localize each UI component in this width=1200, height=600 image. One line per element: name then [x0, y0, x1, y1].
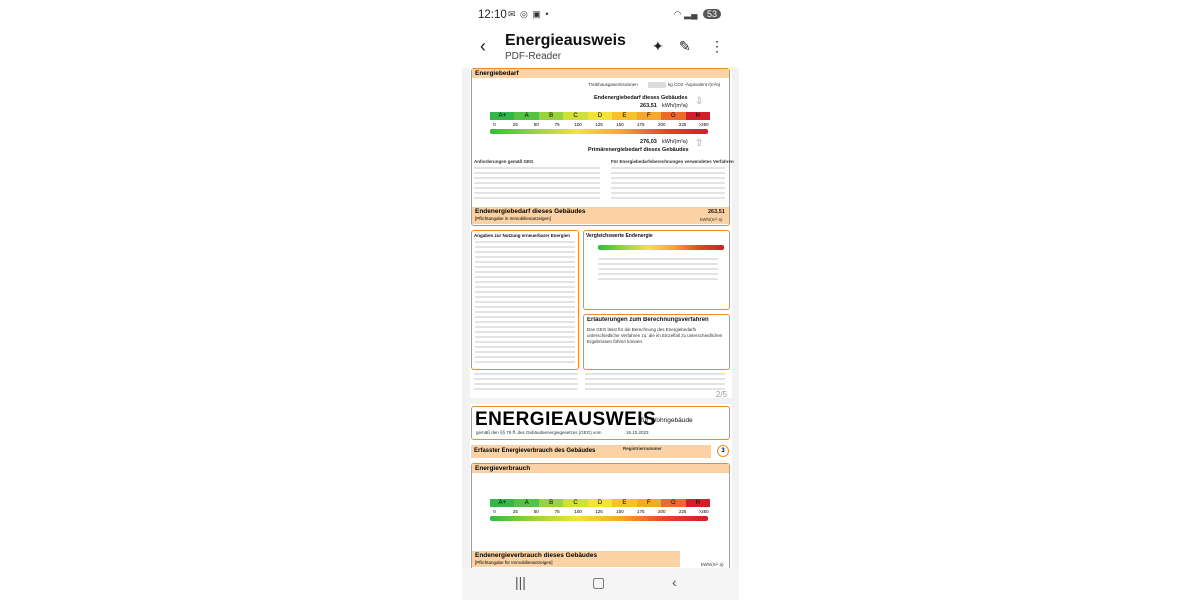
- scale-number: 225: [678, 509, 687, 514]
- scale-class: C: [563, 112, 587, 120]
- pointer-up-icon: ⇧: [695, 138, 704, 149]
- signal-icon: ▂▄: [684, 9, 698, 19]
- scale-class: A+: [490, 499, 514, 507]
- endenergie-unit: kWh/(m²a): [662, 103, 688, 109]
- scale-class: E: [612, 499, 636, 507]
- scale-class: F: [637, 112, 661, 120]
- vergleich-labels: [598, 258, 718, 283]
- endenergie-box-unit: kWh/(m²·a): [700, 217, 723, 222]
- scale-number: 225: [678, 122, 687, 127]
- scale-class: H: [686, 499, 710, 507]
- treibhaus-unit: kg CO2 -Äquivalent /(m²a): [668, 82, 721, 87]
- recent-apps-icon[interactable]: |||: [515, 574, 526, 590]
- scale-number: 175: [637, 122, 645, 127]
- scale-class: B: [539, 112, 563, 120]
- back-arrow-icon[interactable]: ‹: [480, 36, 486, 56]
- scale-number: 0: [493, 122, 496, 127]
- edit-icon[interactable]: ✎: [679, 38, 691, 54]
- scale-class: F: [637, 499, 661, 507]
- endenergie-box-value: 263,51: [708, 209, 725, 215]
- scale-number: 125: [595, 122, 603, 127]
- scale-number: 50: [533, 122, 539, 127]
- verbrauch-box-sub: [Pflichtangabe für Immobilienanzeigen]: [475, 560, 553, 565]
- app-bar: [462, 30, 739, 68]
- anforderungen-lines: [474, 167, 600, 202]
- erfasster-label: Erfasster Energieverbrauch des Gebäudes: [474, 448, 596, 454]
- pointer-down-icon: ⇩: [695, 96, 704, 107]
- scale-class: A: [514, 499, 538, 507]
- scale-number: 75: [554, 122, 560, 127]
- pdf-page-3: [470, 404, 732, 568]
- endenergie-label: Endenergiebedarf dieses Gebäudes: [594, 95, 688, 101]
- scale-class: G: [661, 499, 685, 507]
- scale-class: E: [612, 112, 636, 120]
- pdf-page-2: [470, 68, 732, 398]
- scale-number: 125: [595, 509, 603, 514]
- energiebedarf-header: Energiebedarf: [472, 69, 729, 78]
- scale-number: 75: [554, 509, 560, 514]
- erneuerbar-lines: [475, 241, 575, 366]
- heading-suffix: für Wohngebäude: [641, 417, 693, 424]
- system-nav-bar: [462, 568, 739, 600]
- page-indicator: 2/5: [715, 390, 727, 399]
- energieverbrauch-header: Energieverbrauch: [472, 464, 729, 473]
- scale-number: 100: [574, 509, 582, 514]
- scale-class: D: [588, 112, 612, 120]
- scale-class: A: [514, 112, 538, 120]
- scale-class: D: [588, 499, 612, 507]
- scale-number: 175: [637, 509, 645, 514]
- verbrauch-summary: [472, 551, 680, 567]
- endenergie-box-label: Endenergiebedarf dieses Gebäudes: [475, 208, 586, 215]
- scale-class: C: [563, 499, 587, 507]
- scale-numbers-page3: [484, 509, 714, 514]
- scale-number: 200: [657, 122, 666, 127]
- verbrauch-box-label: Endenergieverbrauch dieses Gebäudes: [475, 552, 598, 559]
- app-subtitle: PDF-Reader: [505, 51, 562, 62]
- endenergie-summary: [472, 207, 729, 224]
- footnotes-right: [585, 373, 725, 393]
- erlaeuterung-label: Erläuterungen zum Berechnungsverfahren: [587, 317, 709, 323]
- treibhaus-value-field: [648, 82, 666, 88]
- nav-back-icon[interactable]: ‹: [672, 574, 677, 590]
- scale-number: 25: [512, 509, 518, 514]
- endenergie-value: 263,51: [640, 103, 657, 109]
- energy-scale-page3: [490, 499, 710, 507]
- registriernummer-label: Registriernummer: [623, 446, 662, 451]
- battery-icon: 53: [703, 9, 721, 19]
- endenergie-box-sub: [Pflichtangabe in Immobilienanzeigen]: [475, 216, 551, 221]
- erlaeuterung-text: Das GEG lässt für die Berechnung des Energiebedarfs unterschiedliche Verfahren zu, die im Einzelfall zu unterschiedlichen Ergebnissen führen können.: [587, 327, 723, 344]
- verfahren-label: Für Energiebedarfsberechnungen verwendetes Verfahren: [611, 159, 734, 164]
- gemaess-text: gemäß den §§ 79 ff. des Gebäudeenergiegesetzes (GEG) vom: [476, 430, 602, 435]
- erneuerbar-label: Angaben zur Nutzung erneuerbarer Energien: [474, 233, 571, 238]
- scale-number: >250: [698, 122, 709, 127]
- status-bar: [462, 0, 739, 30]
- scale-class: H: [686, 112, 710, 120]
- issue-date: 16.10.2023: [626, 430, 649, 435]
- energy-gradient-bar: [490, 129, 708, 134]
- scale-number: >250: [698, 509, 709, 514]
- vergleich-label: Vergleichswerte Endenergie: [586, 233, 653, 239]
- status-time: 12:10: [478, 9, 507, 21]
- ai-sparkle-icon[interactable]: ✦: [652, 38, 664, 54]
- scale-number: 150: [616, 509, 624, 514]
- scale-number: 25: [512, 122, 518, 127]
- scale-class: G: [661, 112, 685, 120]
- page-number-badge: 3: [717, 445, 729, 457]
- scale-numbers-page1: [484, 122, 714, 127]
- primaer-label: Primärenergiebedarf dieses Gebäudes: [588, 147, 689, 153]
- verfahren-lines: [611, 167, 725, 202]
- erfasster-header: [471, 445, 711, 458]
- anforderungen-label: Anforderungen gemäß GEG: [474, 159, 534, 164]
- notification-icons: ✉ ◎ ▣ •: [508, 9, 550, 19]
- scale-number: 0: [493, 509, 496, 514]
- scale-number: 200: [657, 509, 666, 514]
- vergleich-scale-bar: [598, 245, 724, 250]
- scale-class: B: [539, 499, 563, 507]
- phone-screen: [462, 0, 739, 600]
- footnotes-left: [474, 373, 578, 393]
- energieausweis-heading: ENERGIEAUSWEIS: [475, 409, 657, 430]
- scale-number: 100: [574, 122, 582, 127]
- energy-scale-page1: [490, 112, 710, 120]
- home-icon[interactable]: ▢: [592, 574, 606, 590]
- document-title: Energieausweis: [505, 32, 626, 49]
- pdf-viewer[interactable]: [462, 68, 739, 568]
- scale-class: A+: [490, 112, 514, 120]
- scale-number: 50: [533, 509, 539, 514]
- wifi-icon: ◠: [673, 9, 682, 19]
- more-options-icon[interactable]: ⋮: [710, 38, 724, 54]
- primaer-value: 276,03: [640, 139, 657, 145]
- treibhaus-label: Treibhausgasemissionen: [588, 82, 638, 87]
- scale-number: 150: [616, 122, 624, 127]
- primaer-unit: kWh/(m²a): [662, 139, 688, 145]
- system-icons: [674, 9, 721, 20]
- verbrauch-gradient-bar: [490, 516, 708, 521]
- verbrauch-box-unit: kWh/(m²·a): [701, 562, 724, 567]
